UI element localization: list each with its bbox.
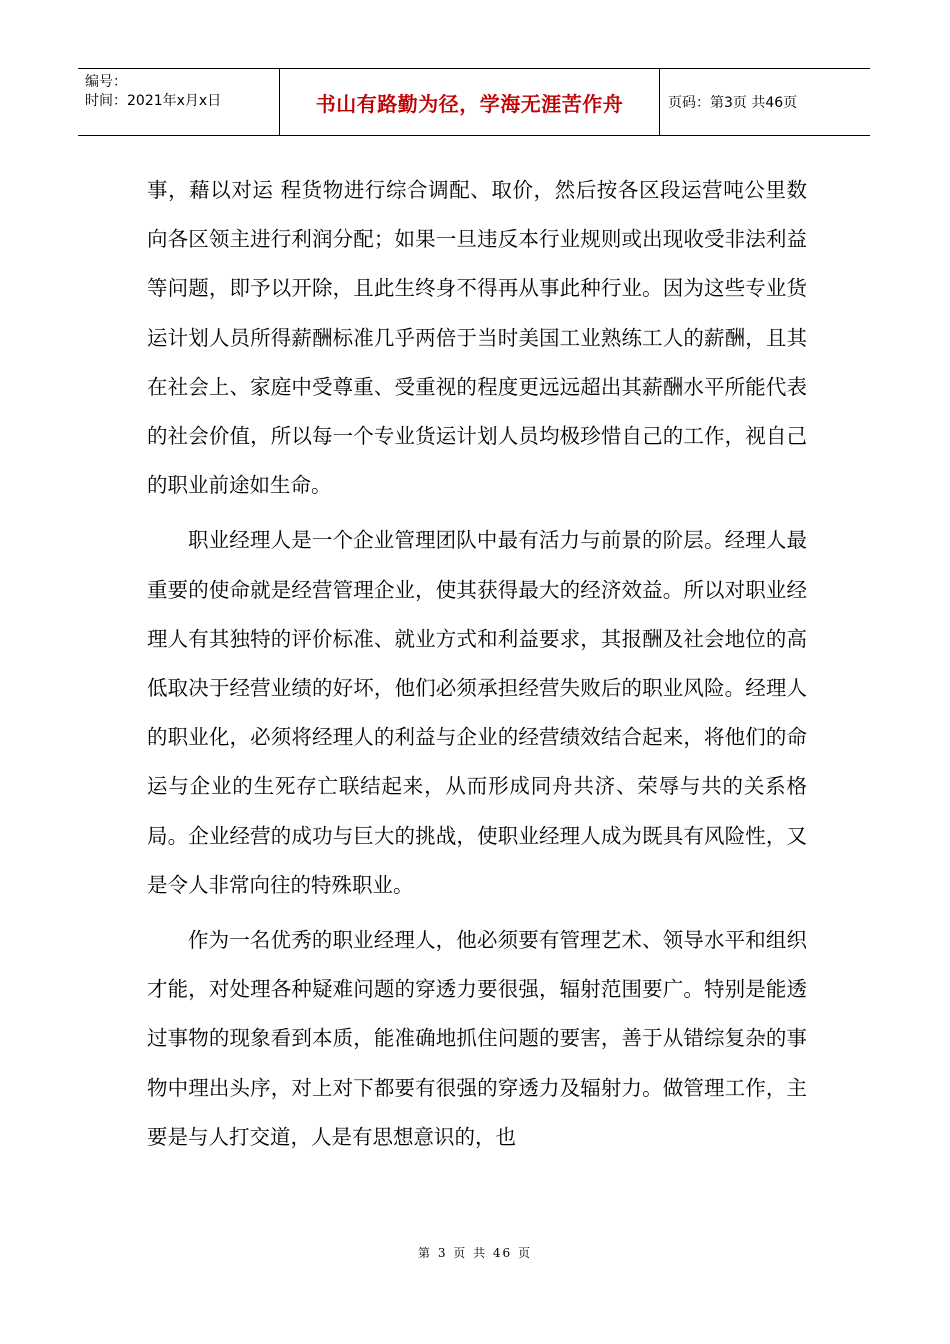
paragraph: 职业经理人是一个企业管理团队中最有活力与前景的阶层。经理人最重要的使命就是经营管理企业，使其获得最大的经济效益。所以对职业经理人有其独特的评价标准、就业方式和利益要求，其报酬及社会地位的高低取决于经营业绩的好坏，他们必须承担经营失败后的职业风险。经理人的职业化，必须将经理人的利益与企业的经营绩效结合起来，将他们的命运与企业的生死存亡联结起来，从而形成同舟共济、荣辱与共的关系格局。企业经营的成功与巨大的挑战，使职业经理人成为既具有风险性，又是令人非常向往的特殊职业。 [147,528,807,897]
document-body [147,166,807,1162]
header-meta [78,69,280,135]
page-footer: 第 3 页 共 46 页 [418,1246,532,1260]
header-page-info: 页码：第3页 共46页 [668,95,798,111]
header-motto: 书山有路勤为径，学海无涯苦作舟 [280,69,660,135]
page-header [78,68,870,136]
date-label: 时间：2021年x月x日 [85,93,222,109]
paragraph: 事，藉以对运 程货物进行综合调配、取价，然后按各区段运营吨公里数向各区领主进行利润分配；如果一旦违反本行业规则或出现收受非法利益等问题，即予以开除，且此生终身不得再从事此种行业。因为这些专业货运计划人员所得薪酬标准几乎两倍于当时美国工业熟练工人的薪酬，且其在社会上、家庭中受尊重、受重视的程度更远远超出其薪酬水平所能代表的社会价值，所以每一个专业货运计划人员均极珍惜自己的工作，视自己的职业前途如生命。 [147,178,807,498]
serial-label: 编号： [85,74,127,90]
paragraph: 作为一名优秀的职业经理人，他必须要有管理艺术、领导水平和组织才能，对处理各种疑难问题的穿透力要很强，辐射范围要广。特别是能透过事物的现象看到本质，能准确地抓住问题的要害，善于从错综复杂的事物中理出头序，对上对下都要有很强的穿透力及辐射力。做管理工作，主要是与人打交道，人是有思想意识的，也 [147,928,807,1149]
